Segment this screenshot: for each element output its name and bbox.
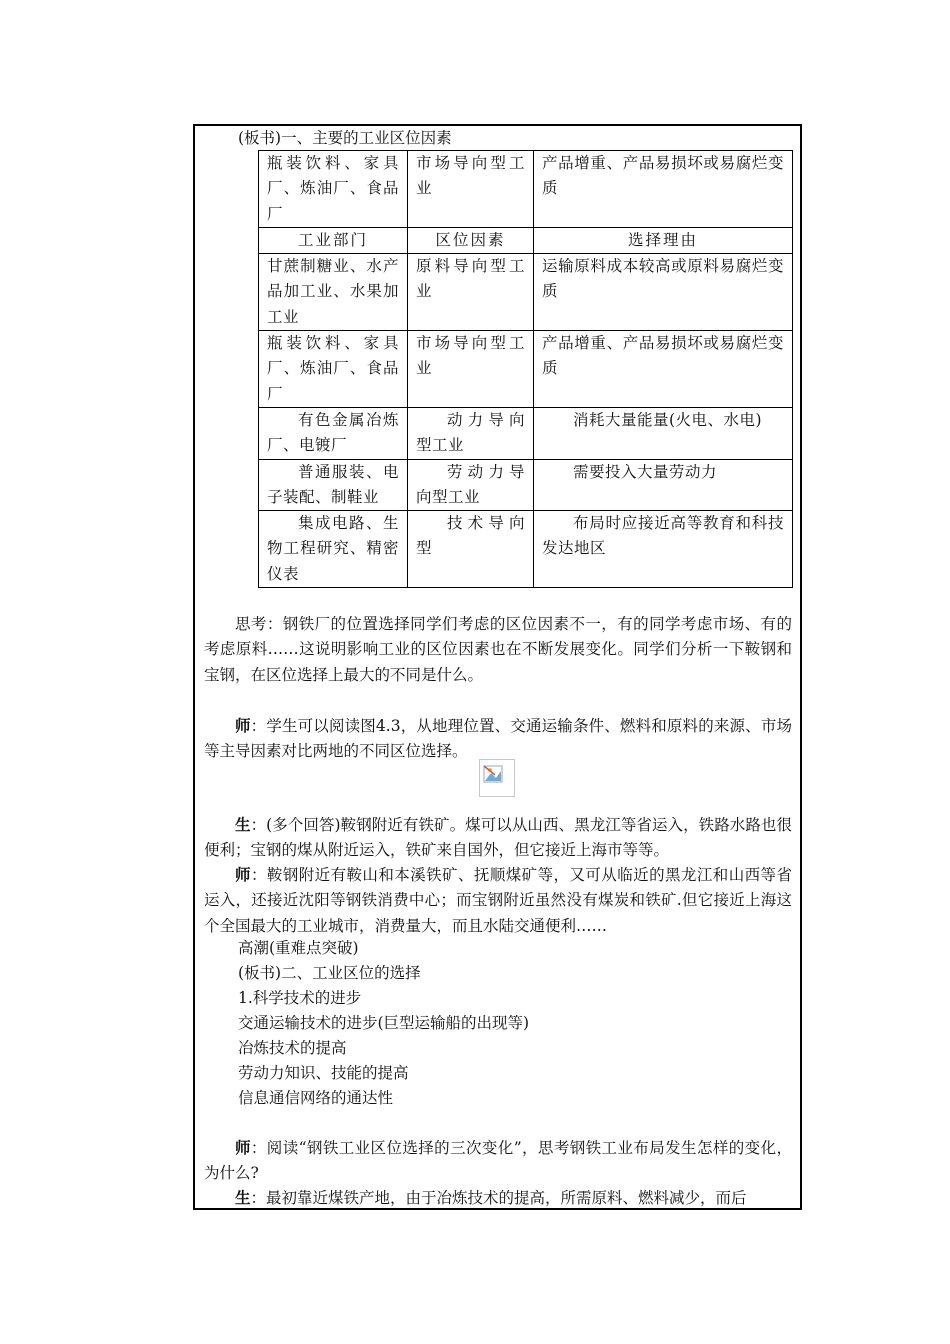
table-cell-factor: 劳动力导向型工业 — [408, 459, 534, 511]
list-item: 交通运输技术的进步(巨型运输船的出现等) — [238, 1014, 530, 1032]
list-item: 信息通信网络的通达性 — [238, 1089, 394, 1107]
table-row — [259, 331, 793, 408]
student-label: 生 — [235, 815, 251, 834]
table-cell-factor: 技术导向型 — [408, 511, 534, 588]
table-row — [259, 459, 793, 511]
think-paragraph: 思考：钢铁厂的位置选择同学们考虑的区位因素不一，有的同学考虑市场、有的考虑原料……这说明影响工业的区位因素也在不断发展变化。同学们分析一下鞍钢和宝钢，在区位选择上最大的不同是什么。 — [204, 615, 792, 684]
climax-heading: 高潮(重难点突破) — [238, 939, 359, 957]
student-label: 生 — [235, 1188, 251, 1207]
table-cell-factor: 市场导向型工业 — [408, 151, 534, 228]
student-paragraph-2 — [204, 1185, 792, 1211]
table-row — [259, 151, 793, 228]
table-cell-reason: 布局时应接近高等教育和科技发达地区 — [534, 511, 793, 588]
teacher-paragraph-3 — [204, 1135, 792, 1187]
teacher-paragraph-1 — [204, 713, 792, 765]
table-cell-reason: 运输原料成本较高或原料易腐烂变质 — [534, 254, 793, 331]
industrial-location-table — [258, 150, 793, 588]
table-cell-dept: 有色金属冶炼厂、电镀厂 — [259, 407, 408, 459]
table-cell-dept: 甘蔗制糖业、水产品加工业、水果加工业 — [259, 254, 408, 331]
table-cell-dept: 普通服装、电子装配、制鞋业 — [259, 459, 408, 511]
table-cell-dept: 集成电路、生物工程研究、精密仪表 — [259, 511, 408, 588]
table-cell-reason: 产品增重、产品易损坏或易腐烂变质 — [534, 151, 793, 228]
table-cell-reason: 产品增重、产品易损坏或易腐烂变质 — [534, 331, 793, 408]
teacher-text: ：学生可以阅读图4.3，从地理位置、交通运输条件、燃料和原料的来源、市场等主导因素对比两地的不同区位选择。 — [204, 717, 792, 761]
table-cell-dept: 瓶装饮料、家具厂、炼油厂、食品厂 — [259, 151, 408, 228]
broken-image-icon — [479, 759, 515, 797]
table-row — [259, 407, 793, 459]
student-text: ：最初靠近煤铁产地，由于冶炼技术的提高，所需原料、燃料减少，而后 — [250, 1189, 747, 1207]
teacher-label: 师 — [235, 716, 251, 735]
student-paragraph-1 — [204, 812, 792, 864]
board-heading-2: (板书)二、工业区位的选择 — [238, 964, 421, 982]
table-cell-reason: 消耗大量能量(火电、水电) — [534, 407, 793, 459]
teacher-text: ：阅读“钢铁工业区位选择的三次变化”，思考钢铁工业布局发生怎样的变化，为什么? — [204, 1139, 792, 1183]
board-heading-1: (板书)一、主要的工业区位因素 — [238, 129, 452, 147]
table-cell-factor: 动力导向型工业 — [408, 407, 534, 459]
teacher-paragraph-2 — [204, 862, 792, 939]
table-header-dept: 工业部门 — [259, 227, 408, 253]
teacher-text: ：鞍钢附近有鞍山和本溪铁矿、抚顺煤矿等，又可从临近的黑龙江和山西等省运入，还接近沈阳等钢铁消费中心；而宝钢附近虽然没有煤炭和铁矿.但它接近上海这个全国最大的工业城市，消费量大，而且水陆交通便利…… — [204, 866, 792, 935]
teacher-label: 师 — [235, 1138, 251, 1157]
teacher-label: 师 — [235, 865, 251, 884]
table-row — [259, 254, 793, 331]
table-header-reason: 选择理由 — [534, 227, 793, 253]
table-header-factor: 区位因素 — [408, 227, 534, 253]
list-item: 冶炼技术的提高 — [238, 1039, 347, 1057]
table-cell-dept: 瓶装饮料、家具厂、炼油厂、食品厂 — [259, 331, 408, 408]
student-text: ：(多个回答)鞍钢附近有铁矿。煤可以从山西、黑龙江等省运入，铁路水路也很便利；宝钢的煤从附近运入，铁矿来自国外，但它接近上海市等等。 — [204, 816, 792, 860]
table-cell-factor: 原料导向型工业 — [408, 254, 534, 331]
list-item: 劳动力知识、技能的提高 — [238, 1064, 409, 1082]
table-cell-reason: 需要投入大量劳动力 — [534, 459, 793, 511]
table-header-row — [259, 227, 793, 253]
list-item: 1.科学技术的进步 — [238, 989, 362, 1007]
table-cell-factor: 市场导向型工业 — [408, 331, 534, 408]
table-row — [259, 511, 793, 588]
